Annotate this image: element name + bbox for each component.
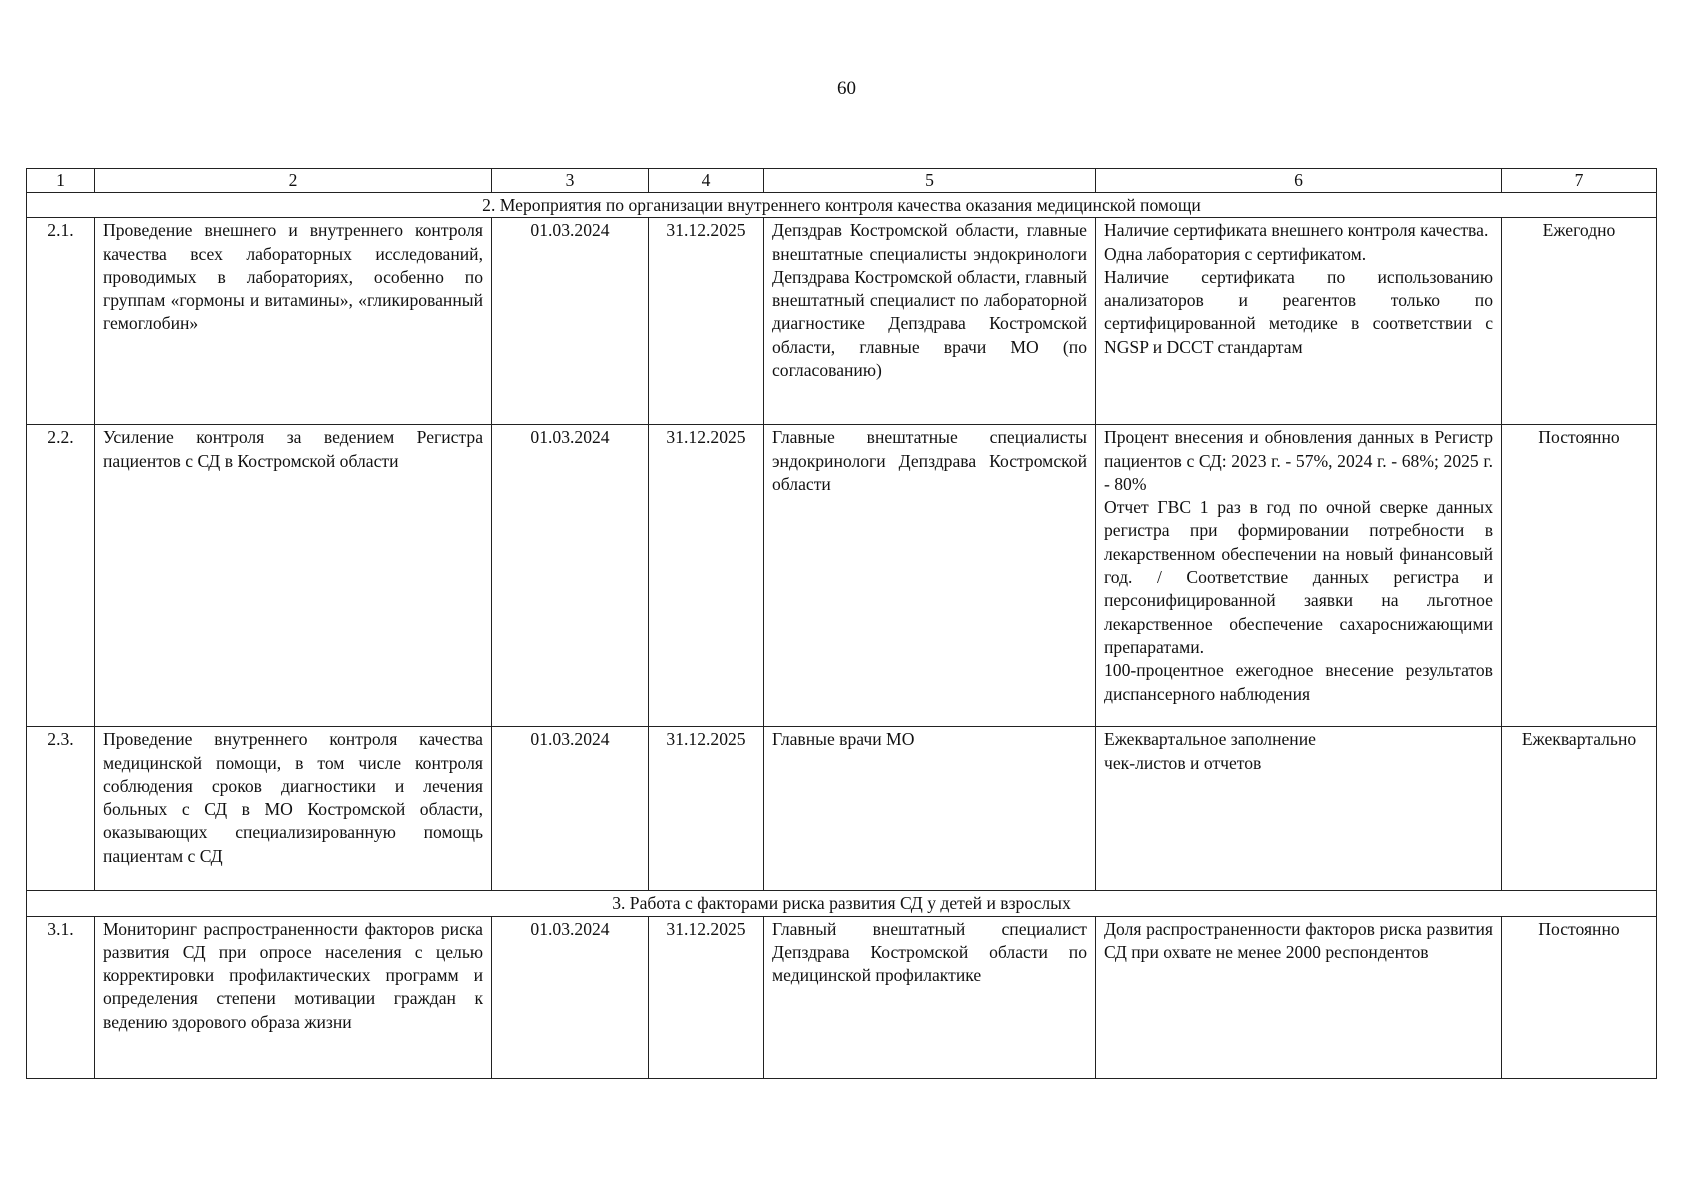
result-cell (1096, 727, 1502, 891)
activity-cell: Проведение внутреннего контроля качества медицинской помощи, в том числе контроля соблюдения сроков диагностики и лечения больных с СД в МО Костромской области, оказывающих специализированную помощь пациентам с СД (95, 727, 492, 891)
row-number: 3.1. (27, 916, 95, 1078)
start-date-cell: 01.03.2024 (492, 218, 649, 425)
responsible-cell: Главный внештатный специалист Депздрава Костромской области по медицинской профилактике (764, 916, 1096, 1078)
section-title: 3. Работа с факторами риска развития СД у детей и взрослых (27, 891, 1657, 916)
result-line: 100-процентное ежегодное внесение результатов диспансерного наблюдения (1104, 660, 1493, 704)
result-line: Ежеквартальное заполнение (1104, 729, 1316, 750)
end-date-cell: 31.12.2025 (649, 916, 764, 1078)
responsible-cell: Депздрав Костромской области, главные внештатные специалисты эндокринологи Депздрава Костромской области, главный внештатный специалист по лабораторной диагностике Депздрава Костромской области, главные врачи МО (по согласованию) (764, 218, 1096, 425)
column-header: 7 (1502, 169, 1657, 193)
column-header: 2 (95, 169, 492, 193)
column-header: 1 (27, 169, 95, 193)
result-line: Одна лаборатория с сертификатом. (1104, 243, 1367, 264)
frequency-cell: Ежегодно (1502, 218, 1657, 425)
result-line: Наличие сертификата по использованию анализаторов и реагентов только по сертифицированной методике в соответствии с NGSP и DCCT стандартам (1104, 266, 1493, 357)
result-line: Наличие сертификата внешнего контроля качества. (1104, 220, 1489, 241)
column-number-header (27, 169, 1657, 193)
activity-cell: Мониторинг распространенности факторов риска развития СД при опросе населения с целью корректировки профилактических программ и определения степени мотивации граждан к ведению здорового образа жизни (95, 916, 492, 1078)
section-header (27, 193, 1657, 218)
result-line: Отчет ГВС 1 раз в год по очной сверке данных регистра при формировании потребности в лекарственном обеспечении на новый финансовый год. / Соответствие данных регистра и персонифицированной заявки на льготное лекарственное обеспечение сахароснижающими препаратами. (1104, 497, 1493, 657)
column-header: 4 (649, 169, 764, 193)
table-row (27, 218, 1657, 425)
end-date-cell: 31.12.2025 (649, 727, 764, 891)
start-date-cell: 01.03.2024 (492, 916, 649, 1078)
activities-table (26, 168, 1657, 1079)
page-number: 60 (837, 78, 856, 99)
result-cell (1096, 916, 1502, 1078)
responsible-cell: Главные врачи МО (764, 727, 1096, 891)
responsible-cell: Главные внештатные специалисты эндокринологи Депздрава Костромской области (764, 425, 1096, 727)
end-date-cell: 31.12.2025 (649, 425, 764, 727)
column-header: 6 (1096, 169, 1502, 193)
result-cell (1096, 218, 1502, 425)
table-row (27, 727, 1657, 891)
frequency-cell: Ежеквартально (1502, 727, 1657, 891)
row-number: 2.1. (27, 218, 95, 425)
result-cell (1096, 425, 1502, 727)
section-header (27, 891, 1657, 916)
column-header: 3 (492, 169, 649, 193)
frequency-cell: Постоянно (1502, 425, 1657, 727)
table-row (27, 916, 1657, 1078)
row-number: 2.2. (27, 425, 95, 727)
column-header: 5 (764, 169, 1096, 193)
activity-cell: Проведение внешнего и внутреннего контроля качества всех лабораторных исследований, проводимых в лабораториях, особенно по группам «гормоны и витамины», «гликированный гемоглобин» (95, 218, 492, 425)
activity-cell: Усиление контроля за ведением Регистра пациентов с СД в Костромской области (95, 425, 492, 727)
result-line: чек-листов и отчетов (1104, 752, 1262, 773)
start-date-cell: 01.03.2024 (492, 425, 649, 727)
result-line: Доля распространенности факторов риска развития СД при охвате не менее 2000 респондентов (1104, 918, 1493, 962)
start-date-cell: 01.03.2024 (492, 727, 649, 891)
result-line: Процент внесения и обновления данных в Регистр пациентов с СД: 2023 г. - 57%, 2024 г. - 68%; 2025 г. - 80% (1104, 427, 1493, 494)
end-date-cell: 31.12.2025 (649, 218, 764, 425)
table-row (27, 425, 1657, 727)
frequency-cell: Постоянно (1502, 916, 1657, 1078)
row-number: 2.3. (27, 727, 95, 891)
section-title: 2. Мероприятия по организации внутреннего контроля качества оказания медицинской помощи (27, 193, 1657, 218)
